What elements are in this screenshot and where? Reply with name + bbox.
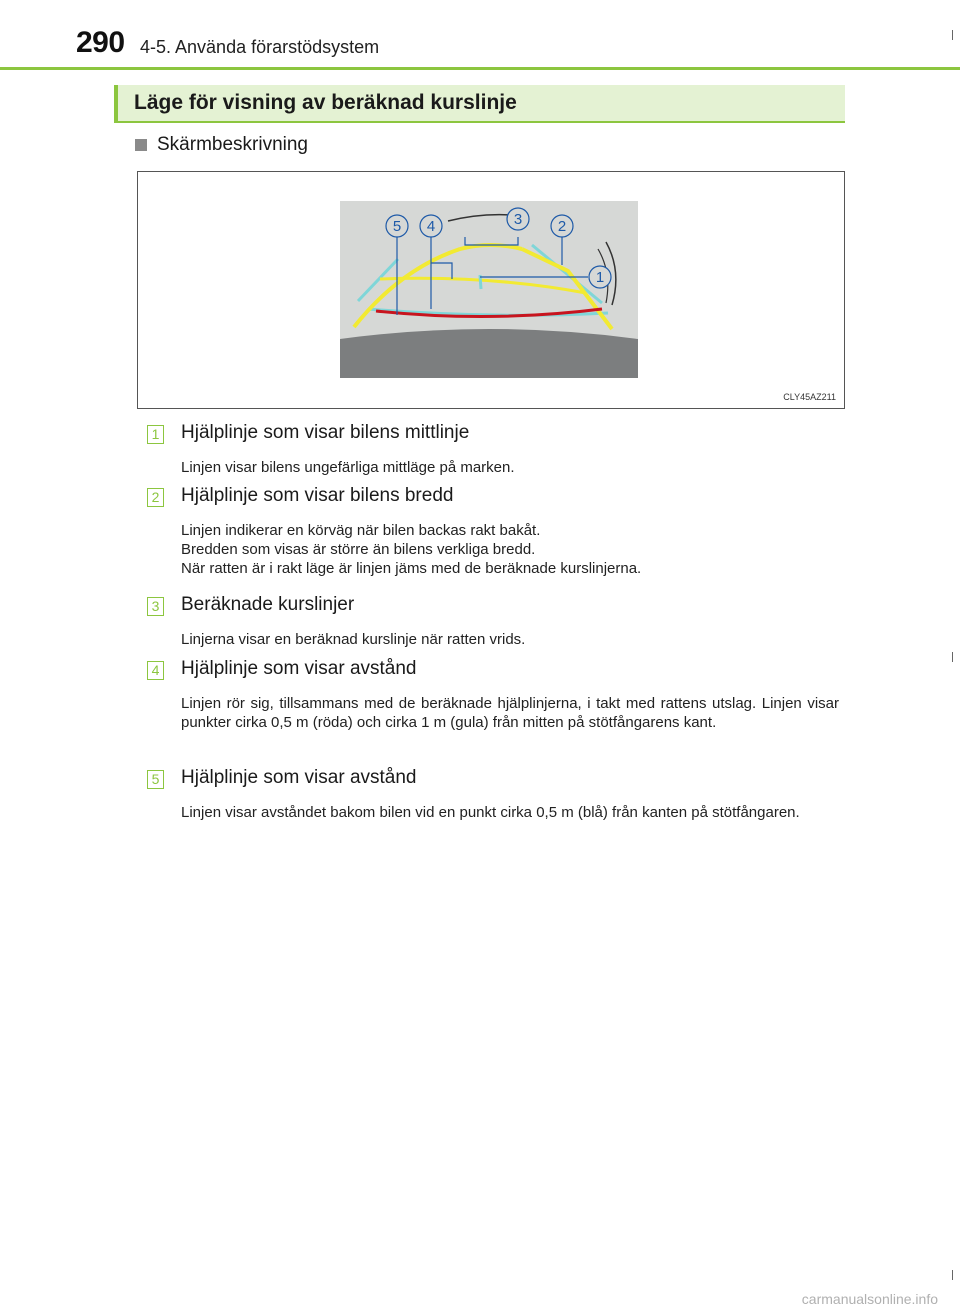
description-line: Linjen visar bilens ungefärliga mittläge på marken.	[181, 459, 515, 476]
callout-label-3: 3	[513, 211, 523, 228]
section-title: Läge för visning av beräknad kurslinje	[134, 91, 517, 114]
item-title: Hjälplinje som visar bilens mittlinje	[181, 422, 470, 443]
square-bullet-icon	[135, 139, 147, 151]
crop-mark-bottom	[952, 1270, 953, 1280]
item-description	[181, 521, 839, 578]
crop-mark-middle	[952, 652, 953, 662]
crop-mark-top	[952, 30, 953, 40]
camera-screen-illustration	[340, 201, 638, 378]
description-line: Bredden som visas är större än bilens verkliga bredd.	[181, 541, 536, 558]
section-heading-box	[114, 85, 845, 123]
header-rule	[0, 67, 960, 70]
item-title: Hjälplinje som visar avstånd	[181, 658, 417, 679]
item-description	[181, 630, 839, 649]
camera-screen-figure	[137, 171, 845, 409]
description-line: Linjen indikerar en körväg när bilen backas rakt bakåt.	[181, 522, 541, 539]
chapter-title: 4-5. Använda förarstödsystem	[140, 37, 380, 57]
item-number-badge: 3	[147, 597, 164, 616]
item-title: Beräknade kurslinjer	[181, 594, 355, 615]
description-line: När ratten är i rakt läge är linjen jäms med de beräknade kurslinjerna.	[181, 560, 642, 577]
page-number: 290	[76, 26, 125, 59]
watermark: carmanualsonline.info	[801, 1291, 938, 1307]
item-description	[181, 458, 839, 477]
item-description	[181, 803, 839, 822]
item-number-badge: 4	[147, 661, 164, 680]
subsection-heading	[135, 134, 308, 156]
item-number-badge: 1	[147, 425, 164, 444]
callout-label-5: 5	[392, 218, 402, 235]
item-description	[181, 694, 839, 732]
description-line: Linjen rör sig, tillsammans med de beräknade hjälplinjerna, i takt med rattens utslag. Linjen visar punkter cirka 0,5 m (röda) och cirka 1 m (gula) från mitten på stötfångarens kant.	[181, 695, 839, 731]
item-title: Hjälplinje som visar avstånd	[181, 767, 417, 788]
callout-label-2: 2	[557, 218, 567, 235]
item-number-badge: 2	[147, 488, 164, 507]
bumper-shape	[340, 329, 638, 378]
subsection-title: Skärmbeskrivning	[157, 134, 308, 155]
callout-label-4: 4	[426, 218, 436, 235]
description-line: Linjerna visar en beräknad kurslinje när ratten vrids.	[181, 631, 526, 648]
item-number-badge: 5	[147, 770, 164, 789]
callout-label-1: 1	[595, 269, 605, 286]
description-line: Linjen visar avståndet bakom bilen vid en punkt cirka 0,5 m (blå) från kanten på stötfångaren.	[181, 804, 800, 821]
item-title: Hjälplinje som visar bilens bredd	[181, 485, 454, 506]
figure-code: CLY45AZ211	[783, 392, 836, 402]
